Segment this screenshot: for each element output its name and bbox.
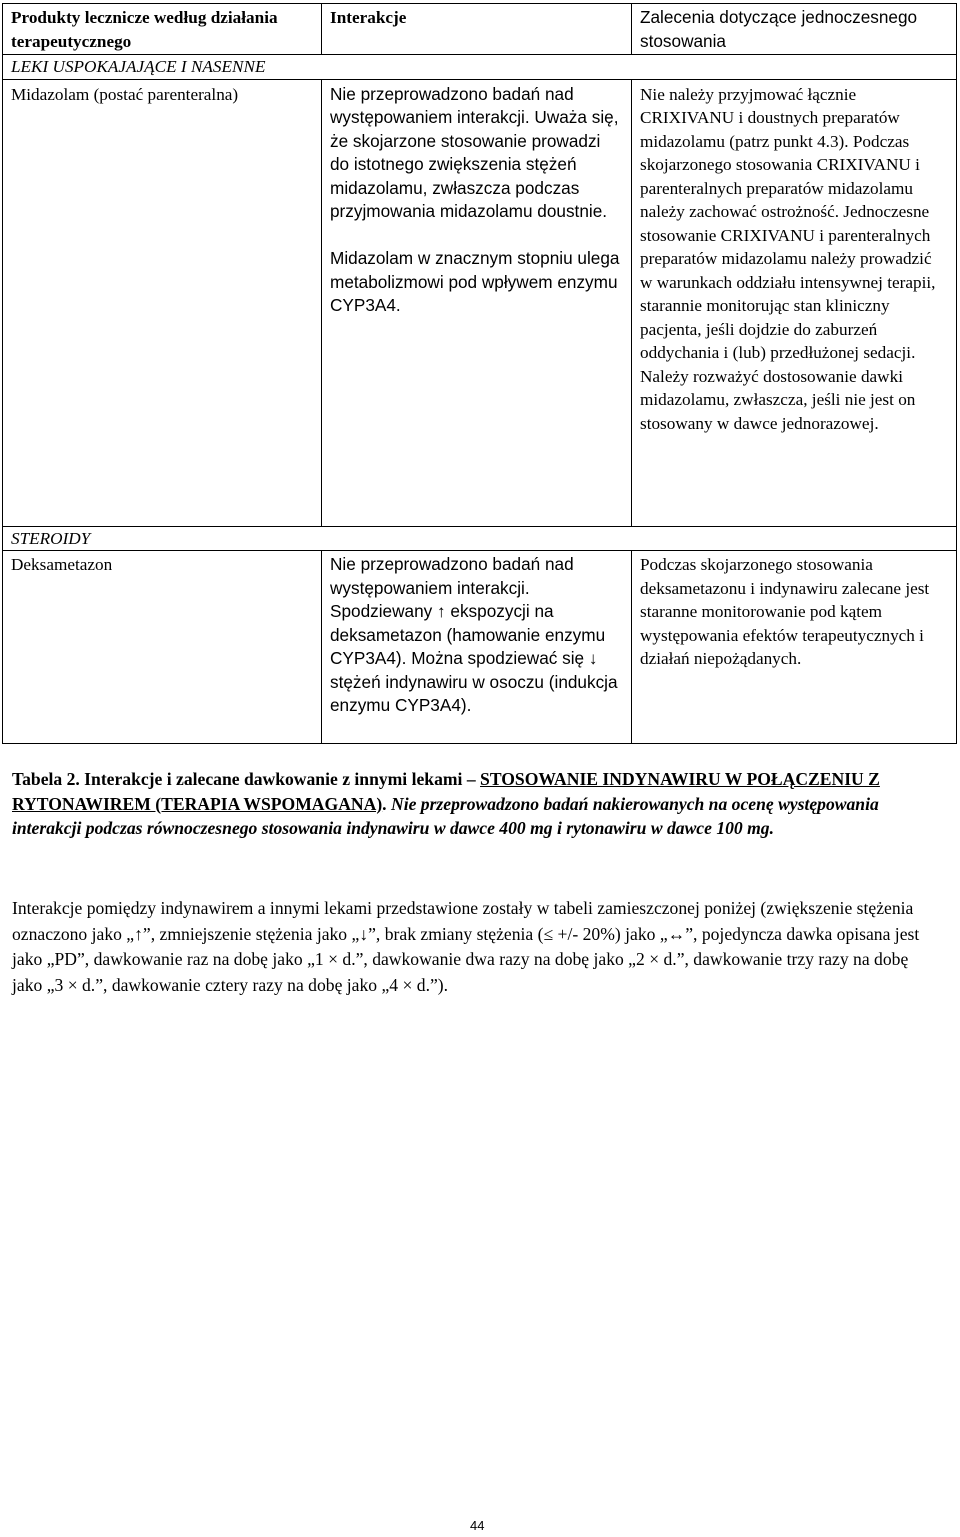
up-arrow-icon: ↑ — [437, 601, 446, 621]
recommendation-midazolam: Nie należy przyjmować łącznie CRIXIVANU i doustnych preparatów midazolamu (patrz punkt 4.3). Podczas skojarzonego stosowania CRIXIVANU i parenteralnych preparatów midazolamu należy zachować ostrożność. Jednoczesne stosowanie CRIXIVANU i parenteralnych preparatów midazolamu należy prowadzić w warunkach oddziału intensywnej terapii, starannie monitorując stan kliniczny pacjenta, jeśli dojdzie do zaburzeń oddychania i (lub) przedłużonej sedacji. Należy rozważyć dostosowanie dawki midazolamu, zwłaszcza, jeśli nie jest on stosowany w dawce jednorazowej. — [632, 79, 957, 526]
interaction-midazolam-p1: Nie przeprowadzono badań nad występowaniem interakcji. Uważa się, że skojarzone stosowanie prowadzi do istotnego zwiększenia stężeń midazolamu, zwłaszcza podczas przyjmowania midazolamu doustnie. — [330, 83, 619, 221]
para-s4: +/- 20%) jako „ — [553, 923, 668, 944]
interaction-table — [2, 3, 957, 744]
up-arrow-icon: ↑ — [134, 923, 143, 944]
category-steroids: STEROIDY — [3, 526, 957, 551]
para-s2: ”, zmniejszenie stężenia jako „ — [142, 923, 360, 944]
caption-dot: . — [382, 793, 387, 814]
less-equal-icon: ≤ — [543, 923, 554, 944]
interaction-midazolam-p2: Midazolam w znacznym stopniu ulega metabolizmowi pod wpływem enzymu CYP3A4. — [330, 248, 620, 315]
caption-note: Nie przeprowadzono badań nakierowanych na ocenę występowania interakcji podczas równoczesnego stosowania indynawiru w dawce 400 mg i rytonawiru w dawce 100 mg. — [12, 793, 879, 838]
para-s5: ”, pojedyncza dawka opisana jest jako „PD”, dawkowanie raz na dobę jako „1 × d.”, dawkowanie dwa razy na dobę jako „2 × d.”, dawkowanie trzy razy na dobę jako „3 × d.”, dawkowanie cztery razy na dobę jako „4 × d.”). — [12, 923, 920, 995]
left-right-arrow-icon: ↔ — [667, 923, 686, 944]
recommendation-dexamethasone: Podczas skojarzonego stosowania deksametazonu i indynawiru zalecane jest staranne monitorowanie pod kątem występowania efektów terapeutycznych i działań niepożądanych. — [632, 551, 957, 744]
caption-underlined: STOSOWANIE INDYNAWIRU W POŁĄCZENIU Z RYTONAWIREM (TERAPIA WSPOMAGANA) — [12, 769, 880, 814]
para-s1: Interakcje pomiędzy indynawirem a innymi lekami przedstawione zostały w tabeli zamieszczonej poniżej (zwiększenie stężenia oznaczono jako „ — [12, 898, 914, 944]
interaction-dexa-text-a: Nie przeprowadzono badań nad występowaniem interakcji. Spodziewany — [330, 554, 574, 621]
header-recommendations: Zalecenia dotyczące jednoczesnego stosowania — [632, 4, 957, 55]
interaction-midazolam — [322, 79, 632, 526]
interaction-dexa-text-b: ekspozycji na deksametazon (hamowanie enzymu CYP3A4). Można spodziewać się — [330, 601, 606, 668]
header-interactions: Interakcje — [322, 4, 632, 55]
symbols-paragraph — [12, 896, 942, 998]
category-sedatives: LEKI USPOKAJAJĄCE I NASENNE — [3, 55, 957, 80]
drug-midazolam: Midazolam (postać parenteralna) — [3, 79, 322, 526]
table-caption — [12, 767, 942, 841]
down-arrow-icon: ↓ — [588, 648, 598, 668]
drug-dexamethasone: Deksametazon — [3, 551, 322, 744]
para-s3: ”, brak zmiany stężenia ( — [368, 923, 544, 944]
page-number: 44 — [470, 1518, 485, 1533]
interaction-dexamethasone — [322, 551, 632, 744]
interaction-dexa-text-c: stężeń indynawiru w osoczu (indukcja enzymu CYP3A4). — [330, 671, 618, 715]
down-arrow-icon: ↓ — [359, 923, 369, 944]
caption-prefix: Tabela 2. Interakcje i zalecane dawkowanie z innymi lekami – — [12, 769, 476, 789]
header-drug-class: Produkty lecznicze według działania terapeutycznego — [3, 4, 322, 55]
